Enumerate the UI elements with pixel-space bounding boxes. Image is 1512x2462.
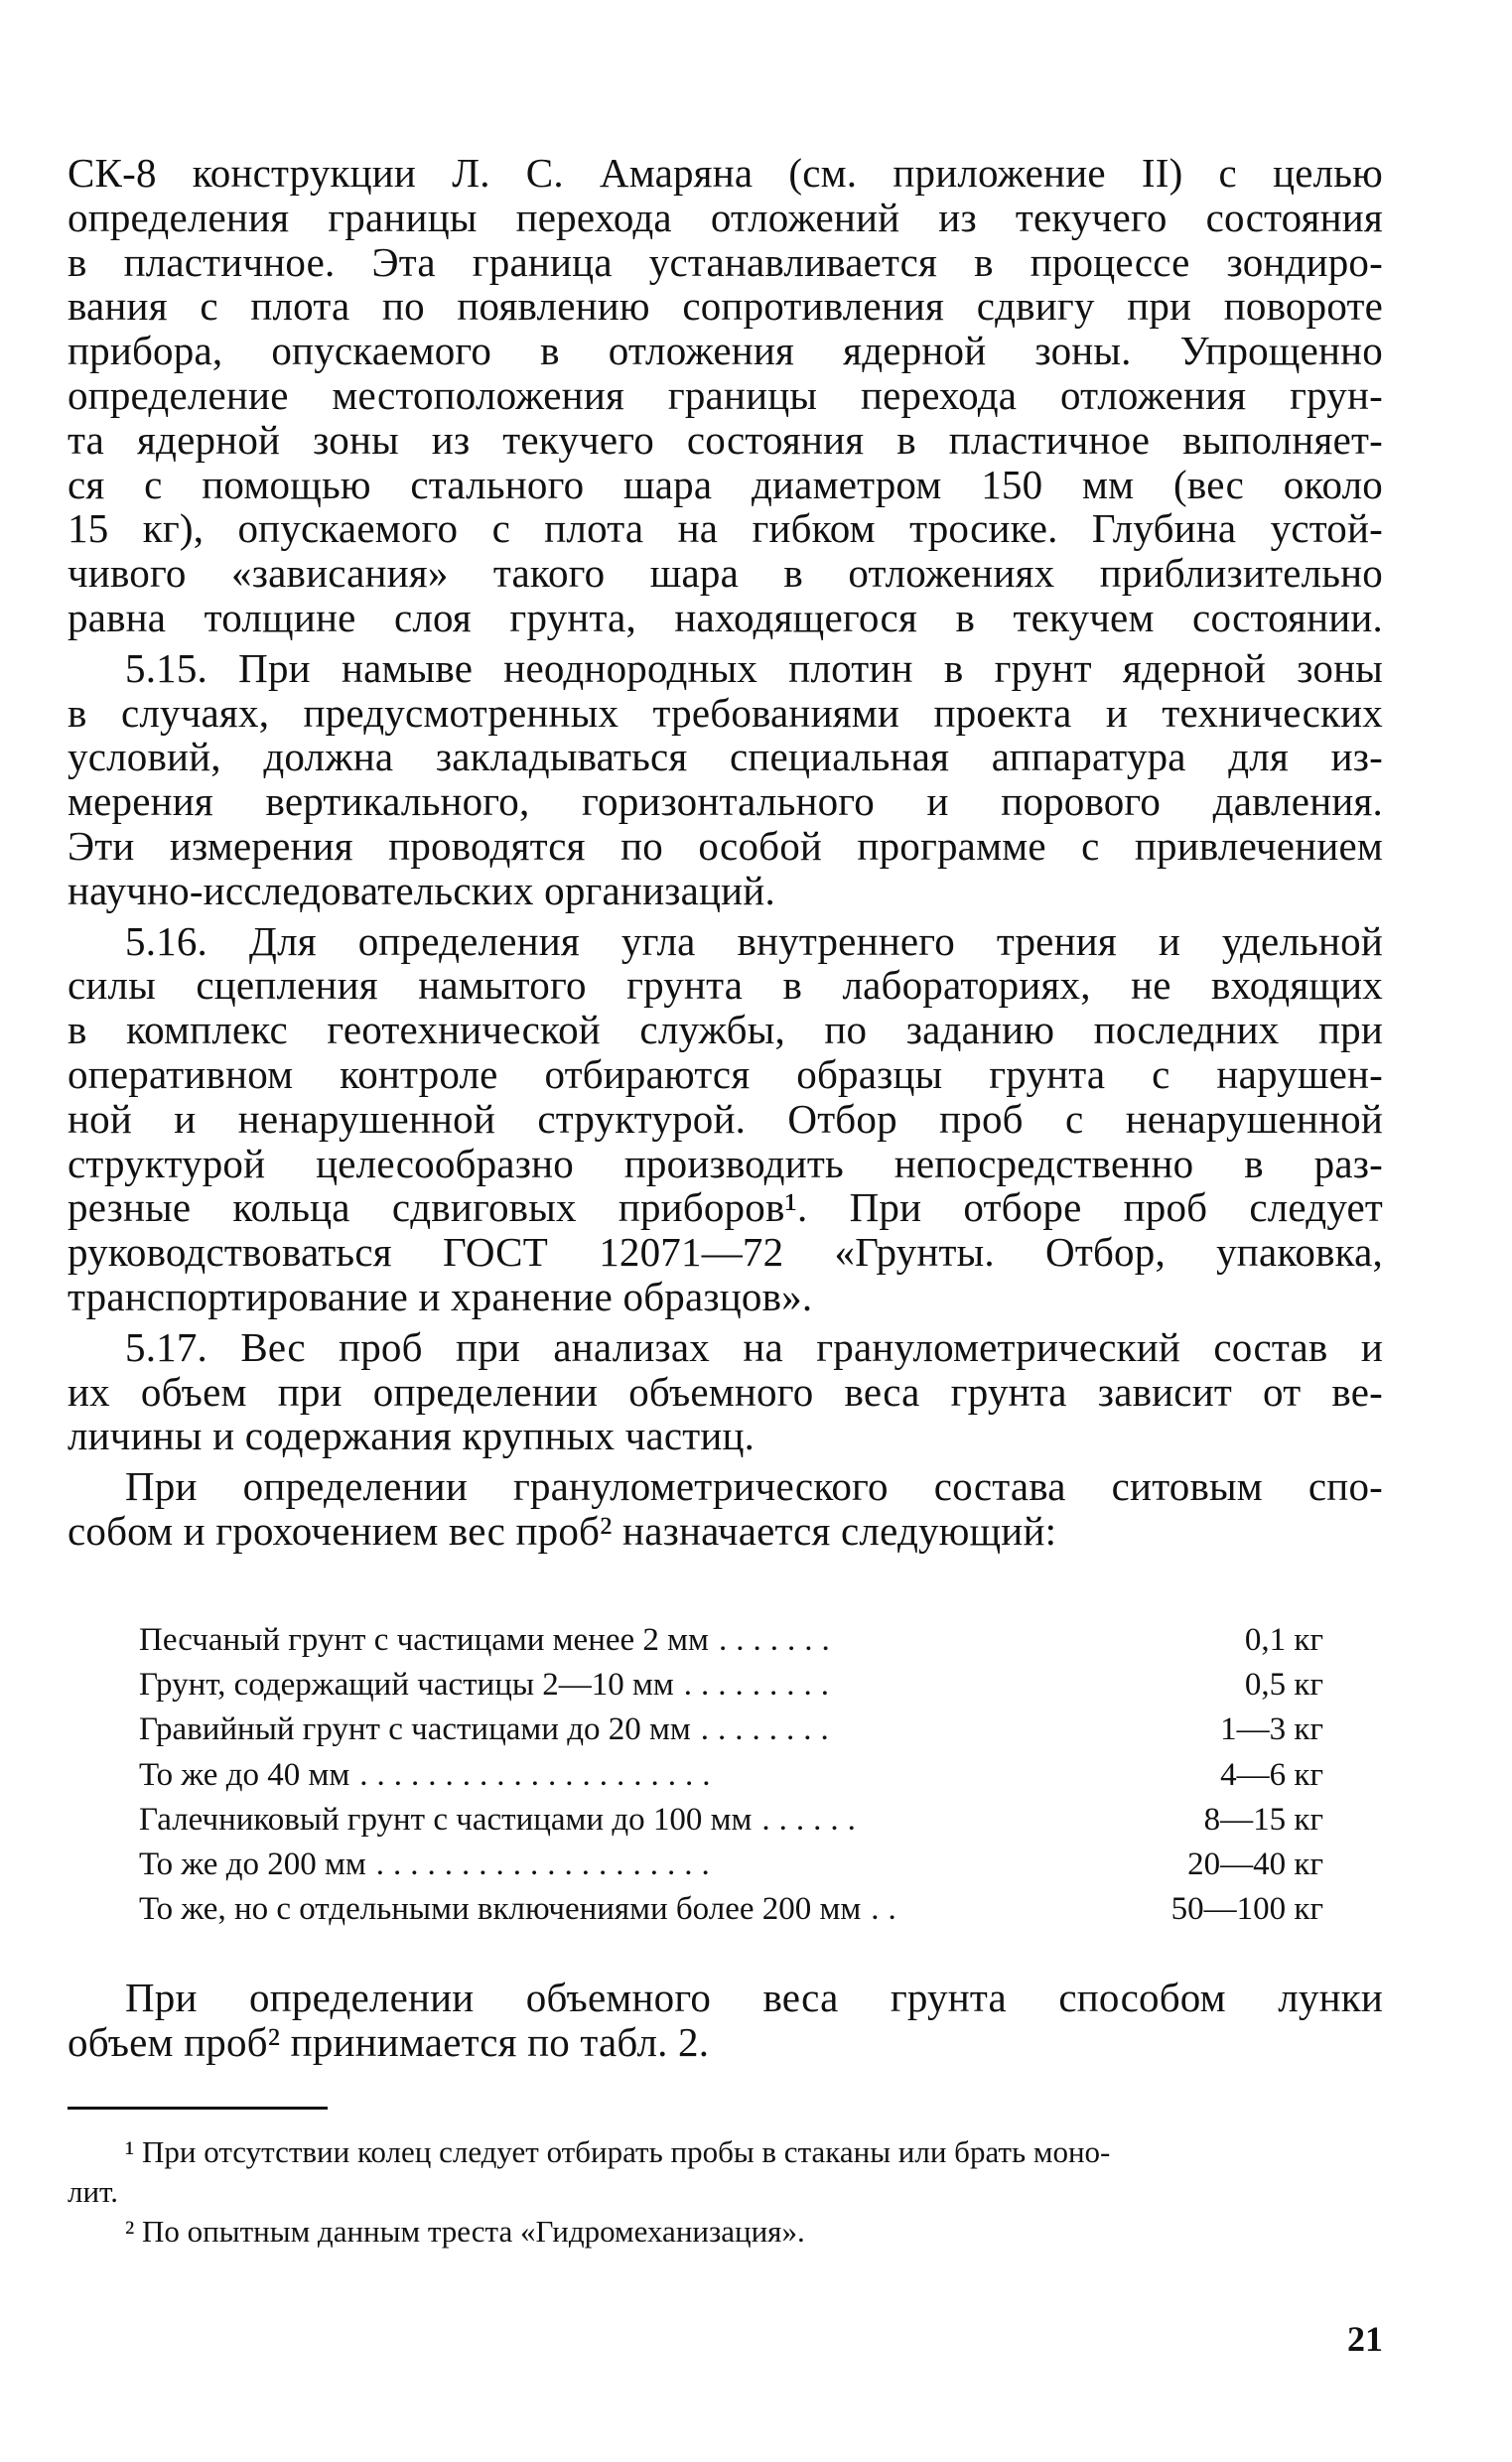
text-line: в случаях, предусмотренных требованиями проекта и технических: [68, 689, 1383, 736]
footnote-divider: [68, 2107, 328, 2110]
footnotes: [68, 2132, 1383, 2252]
list-item-label: То же до 40 мм: [139, 1756, 350, 1793]
text-line: транспортирование и хранение образцов».: [68, 1273, 813, 1319]
text-line: прибора, опускаемого в отложения ядерной зоны. Упрощенно: [68, 328, 1383, 374]
leader-dots: ......: [761, 1801, 865, 1838]
text-line: научно-исследовательских организаций.: [68, 867, 775, 913]
list-item-value: 20—40 кг: [1187, 1846, 1323, 1882]
text-line: их объем при определении объемного веса грунта зависит от ве-: [68, 1368, 1383, 1415]
list-item-value: 1—3 кг: [1220, 1711, 1323, 1748]
text-line: 5.16. Для определения угла внутреннего трения и удельной: [125, 917, 1383, 964]
text-line: мерения вертикального, горизонтального и порового давления.: [68, 778, 1383, 825]
list-item-label: Галечниковый грунт с частицами до 100 мм: [139, 1801, 753, 1838]
text-line: При определении гранулометрического состава ситовым спо-: [125, 1463, 1383, 1510]
list-item-value: 4—6 кг: [1220, 1756, 1323, 1793]
leader-dots: ..: [871, 1891, 905, 1928]
list-item: [139, 1663, 1323, 1708]
text-line: 15 кг), опускаемого с плота на гибком тросике. Глубина устой-: [68, 505, 1383, 552]
text-line: в пластичное. Эта граница устанавливается в процессе зондиро-: [68, 238, 1383, 285]
sample-weight-list: [139, 1618, 1323, 1932]
list-item: [139, 1798, 1323, 1843]
paragraph-granulometric: [68, 1464, 1383, 1554]
paragraph-5-16: [68, 919, 1383, 1319]
text-line: СК-8 конструкции Л. С. Амаряна (см. приложение II) с целью: [68, 150, 1383, 196]
paragraph-5-15: [68, 646, 1383, 913]
footnote-line: ² По опытным данным треста «Гидромеханизация».: [125, 2214, 805, 2249]
leader-dots: ....................: [375, 1846, 719, 1882]
text-line: чивого «зависания» такого шара в отложениях приблизительно: [68, 550, 1383, 597]
text-line: оперативном контроле отбираются образцы грунта с нарушен-: [68, 1050, 1383, 1097]
list-item-label: То же, но с отдельными включениями более 200 мм: [139, 1891, 862, 1928]
list-item-label: Гравийный грунт с частицами до 20 мм: [139, 1711, 691, 1748]
text-line: руководствоваться ГОСТ 12071—72 «Грунты. Отбор, упаковка,: [68, 1229, 1383, 1276]
footnote-line: ¹ При отсутствии колец следует отбирать пробы в стаканы или брать моно-: [125, 2134, 1111, 2169]
text-line: объем проб² принимается по табл. 2.: [68, 2018, 710, 2065]
text-line: вания с плота по появлению сопротивления сдвигу при повороте: [68, 283, 1383, 330]
text-line: ся с помощью стального шара диаметром 150 мм (вес около: [68, 461, 1383, 507]
paragraph-volume: [68, 1976, 1383, 2065]
text-line: силы сцепления намытого грунта в лабораториях, не входящих: [68, 962, 1383, 1009]
list-item: [139, 1887, 1323, 1932]
list-item: [139, 1753, 1323, 1798]
paragraph-5-17: [68, 1325, 1383, 1458]
list-item-value: 50—100 кг: [1170, 1891, 1323, 1928]
text-line: При определении объемного веса грунта способом лунки: [125, 1975, 1383, 2020]
list-item-label: Грунт, содержащий частицы 2—10 мм: [139, 1667, 674, 1704]
text-line: условий, должна закладываться специальная аппаратура для из-: [68, 734, 1383, 780]
text-line: собом и грохочением вес проб² назначается следующий:: [68, 1507, 1057, 1554]
list-item-value: 0,5 кг: [1244, 1667, 1323, 1704]
list-item: [139, 1843, 1323, 1887]
text-line: структурой целесообразно производить непосредственно в раз-: [68, 1140, 1383, 1186]
text-line: определение местоположения границы перехода отложения грун-: [68, 371, 1383, 418]
footnote-line: лит.: [68, 2174, 119, 2209]
list-item: [139, 1618, 1323, 1663]
text-line: 5.15. При намыве неоднородных плотин в грунт ядерной зоны: [125, 644, 1383, 691]
list-item-value: 0,1 кг: [1244, 1622, 1323, 1658]
list-item: [139, 1708, 1323, 1752]
text-line: 5.17. Вес проб при анализах на гранулометрический состав и: [125, 1323, 1383, 1370]
text-line: Эти измерения проводятся по особой программе с привлечением: [68, 822, 1383, 869]
list-item-label: Песчаный грунт с частицами менее 2 мм: [139, 1622, 709, 1658]
text-line: та ядерной зоны из текучего состояния в пластичное выполняет-: [68, 416, 1383, 463]
leader-dots: .....................: [359, 1756, 720, 1793]
leader-dots: .......: [718, 1622, 839, 1658]
list-item-value: 8—15 кг: [1203, 1801, 1323, 1838]
leader-dots: ........: [700, 1711, 838, 1748]
paragraph-1: [68, 151, 1383, 640]
text-line: определения границы перехода отложений из текучего состояния: [68, 194, 1383, 240]
text-line: личины и содержания крупных частиц.: [68, 1413, 756, 1459]
main-text: [68, 151, 1383, 1554]
leader-dots: .........: [683, 1667, 839, 1704]
text-line: в комплекс геотехнической службы, по заданию последних при: [68, 1007, 1383, 1053]
text-line: равна толщине слоя грунта, находящегося в текучем состоянии.: [68, 594, 1383, 640]
list-item-label: То же до 200 мм: [139, 1846, 366, 1882]
text-line: резные кольца сдвиговых приборов¹. При отборе проб следует: [68, 1184, 1383, 1231]
text-line: ной и ненарушенной структурой. Отбор проб с ненарушенной: [68, 1095, 1383, 1142]
page-number: 21: [1347, 2319, 1383, 2359]
